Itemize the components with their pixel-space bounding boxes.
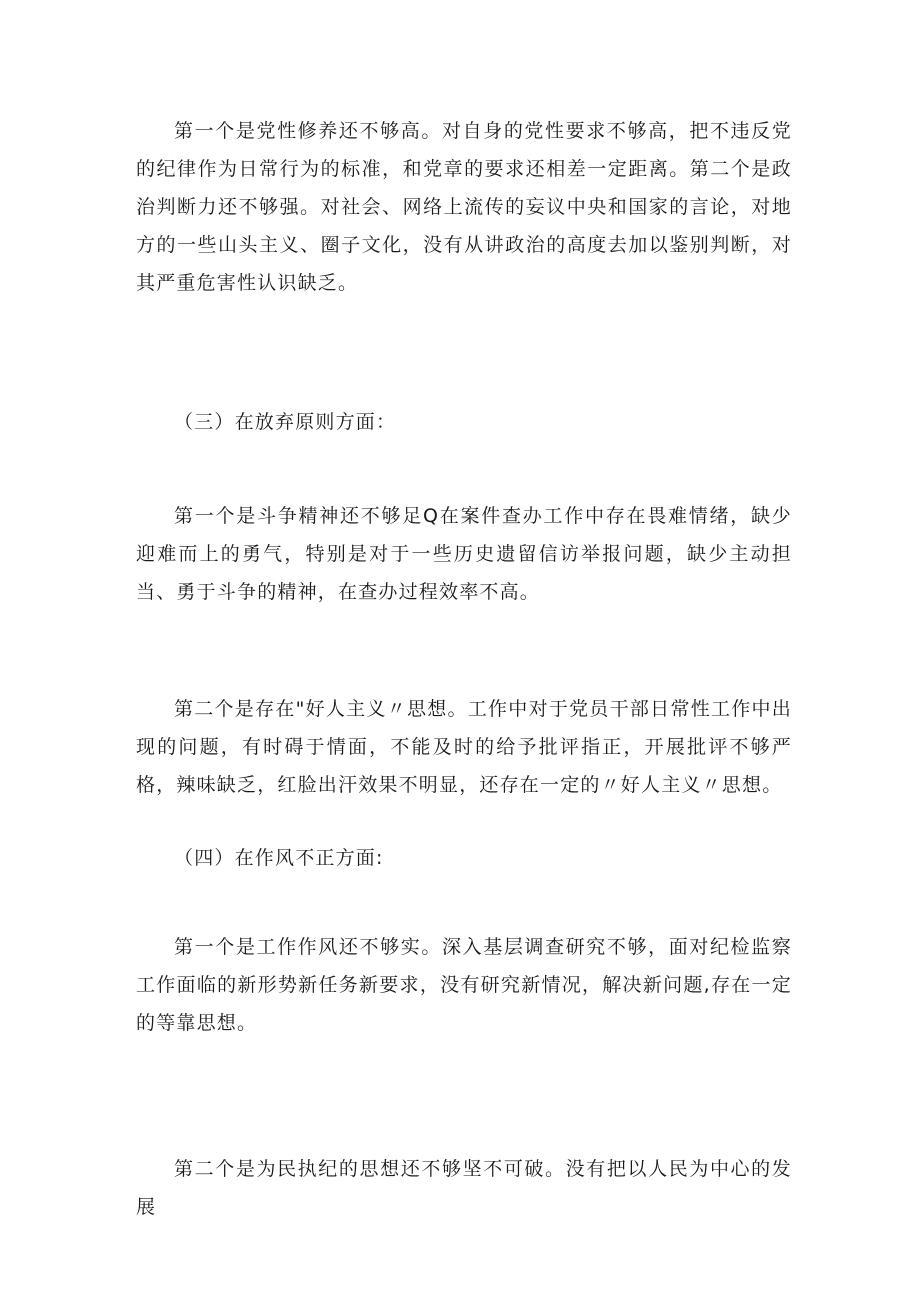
- paragraph-struggle-spirit: 第一个是斗争精神还不够足Q在案件查办工作中存在畏难情绪，缺少迎难而上的勇气，特别是对于一些历史遗留信访举报问题，缺少主动担当、勇于斗争的精神，在查办过程效率不高。: [136, 505, 792, 603]
- section-heading-4: （四）在作风不正方面:: [174, 847, 384, 869]
- section-heading-3: （三）在放弃原则方面：: [174, 411, 397, 433]
- paragraph-party-spirit: 第一个是党性修养还不够高。对自身的党性要求不够高，把不违反党的纪律作为日常行为的标准，和党章的要求还相差一定距离。第二个是政治判断力还不够强。对社会、网络上流传的妄议中央和国家的言论，对地方的一些山头主义、圈子文化，没有从讲政治的高度去加以鉴别判断，对其严重危害性认识缺乏。: [136, 120, 792, 294]
- paragraph-discipline-for-people: 第二个是为民执纪的思想还不够坚不可破。没有把以人民为中心的发展: [136, 1158, 792, 1218]
- paragraph-good-person-ism: 第二个是存在"好人主义〃思想。工作中对于党员干部日常性工作中出现的问题，有时碍于情面，不能及时的给予批评指正，开展批评不够严格，辣味缺乏，红脸出汗效果不明显，还存在一定的〃好人主义〃思想。: [136, 698, 792, 796]
- paragraph-work-style: 第一个是工作作风还不够实。深入基层调查研究不够，面对纪检监察工作面临的新形势新任务新要求，没有研究新情况，解决新问题,存在一定的等靠思想。: [136, 936, 792, 1034]
